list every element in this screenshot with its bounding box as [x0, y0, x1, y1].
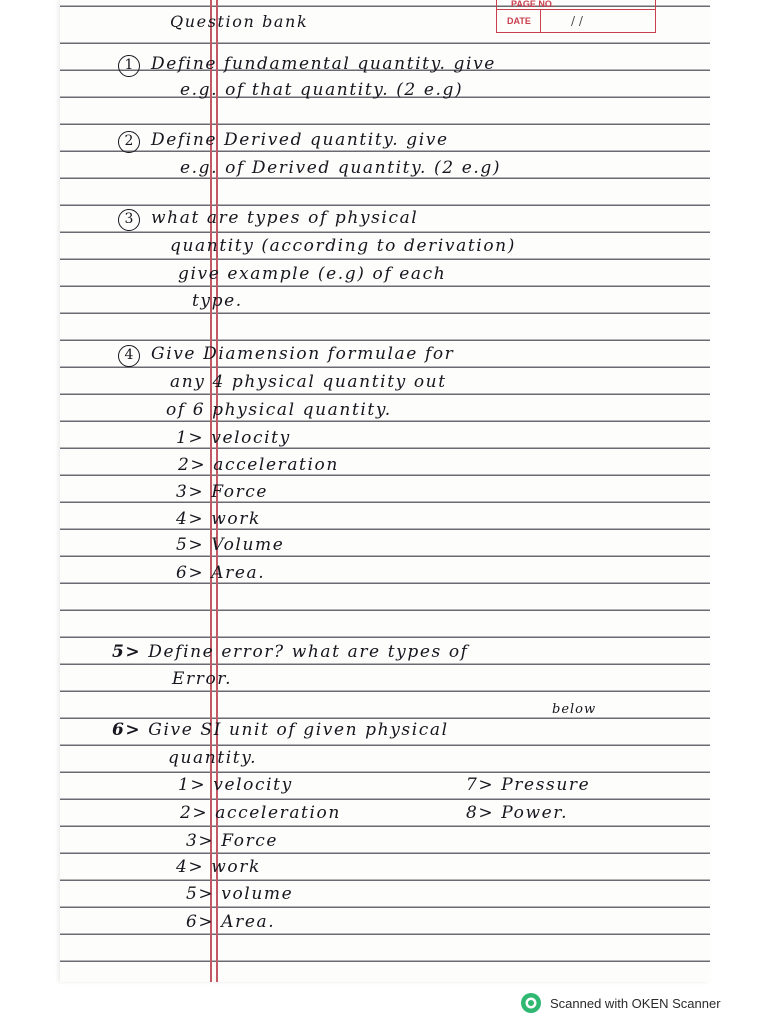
- question-text-line: of 6 physical quantity.: [166, 400, 392, 420]
- scanner-watermark-text: Scanned with OKEN Scanner: [550, 995, 721, 1011]
- question-4: [118, 342, 454, 367]
- page-number-label: PAGE NO.: [497, 0, 655, 10]
- question-text-line: what are types of physical: [151, 208, 419, 228]
- question-text-line: Define fundamental quantity. give: [151, 54, 496, 74]
- oken-scanner-logo-icon: [520, 992, 542, 1014]
- question-text-line: any 4 physical quantity out: [170, 372, 447, 392]
- date-value: / /: [571, 14, 583, 28]
- question-text-line: e.g. of that quantity. (2 e.g): [180, 80, 464, 100]
- question-1: [118, 52, 496, 77]
- question-number: 2: [118, 131, 140, 153]
- date-label: DATE: [497, 10, 541, 32]
- question-text-line: Give SI unit of given physical: [148, 720, 449, 740]
- question-text-line: type.: [192, 291, 243, 311]
- question-5: [112, 640, 469, 664]
- question-3: [118, 206, 418, 231]
- question-number: 4: [118, 345, 140, 367]
- list-item: 4> work: [176, 857, 261, 877]
- question-text-line: e.g. of Derived quantity. (2 e.g): [180, 158, 502, 178]
- list-item: 5> volume: [186, 884, 294, 904]
- list-item: 1> velocity: [178, 775, 293, 795]
- question-number: 1: [118, 55, 140, 77]
- page-title: Question bank: [170, 12, 309, 31]
- list-item: 1> velocity: [176, 428, 291, 448]
- list-item: 6> Area.: [186, 912, 276, 932]
- list-item: 2> acceleration: [180, 803, 341, 823]
- question-text-line: quantity.: [168, 748, 258, 768]
- insertion-note: below: [552, 702, 597, 717]
- list-item: 6> Area.: [176, 563, 266, 583]
- question-text-line: give example (e.g) of each: [178, 264, 447, 284]
- page-date-stamp: [496, 0, 656, 33]
- question-text-line: Define error? what are types of: [148, 642, 469, 662]
- question-2: [118, 128, 449, 153]
- question-text-line: Give Diamension formulae for: [151, 344, 455, 364]
- list-item: 5> Volume: [176, 535, 285, 555]
- question-text-line: Error.: [172, 669, 233, 689]
- list-item: 3> Force: [176, 482, 269, 502]
- question-number: 6>: [112, 720, 142, 740]
- list-item: 2> acceleration: [178, 455, 339, 475]
- question-number: 3: [118, 209, 140, 231]
- list-item: 7> Pressure: [466, 775, 591, 795]
- question-6: [112, 718, 449, 742]
- question-number: 5>: [112, 642, 142, 662]
- scanner-watermark: [520, 992, 721, 1014]
- list-item: 3> Force: [186, 831, 279, 851]
- question-text-line: quantity (according to derivation): [170, 236, 516, 256]
- question-text-line: Define Derived quantity. give: [151, 130, 449, 150]
- list-item: 8> Power.: [466, 803, 569, 823]
- list-item: 4> work: [176, 509, 261, 529]
